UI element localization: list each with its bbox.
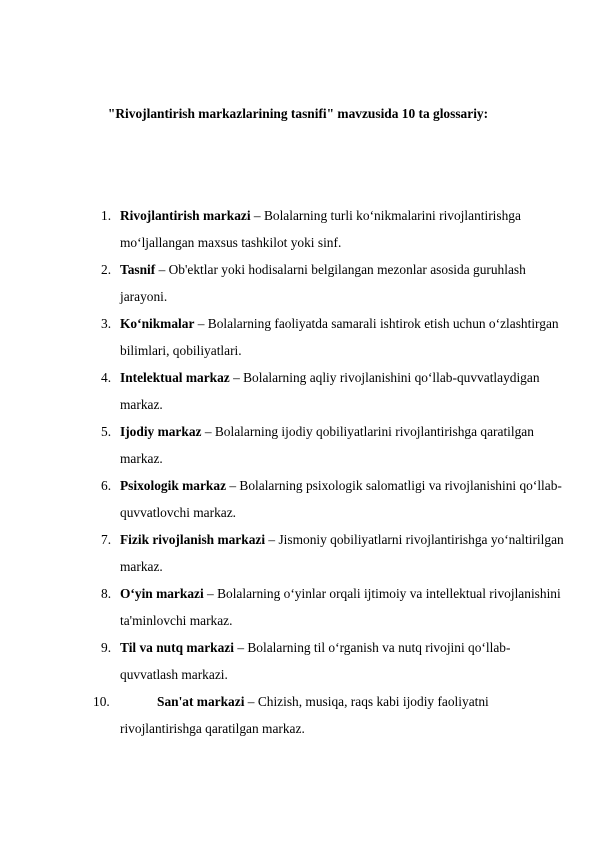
glossary-item [0, 364, 596, 418]
glossary-term: Fizik rivojlanish markazi [120, 532, 266, 547]
item-number: 7. [101, 532, 112, 547]
glossary-item [0, 634, 596, 688]
item-number: 5. [101, 424, 112, 439]
glossary-definition: – Bolalarning aqliy rivojlanishini qoʻllab-quvvatlaydigan markaz. [120, 370, 540, 412]
glossary-definition: – Jismoniy qobiliyatlarni rivojlantirishga yoʻnaltirilgan markaz. [120, 532, 564, 574]
item-number: 6. [101, 478, 112, 493]
item-number: 10. [93, 694, 110, 709]
glossary-item [0, 256, 596, 310]
glossary-item [0, 202, 596, 256]
glossary-term: Psixologik markaz [120, 478, 227, 493]
glossary-item [0, 580, 596, 634]
glossary-definition: – Ob'ektlar yoki hodisalarni belgilangan mezonlar asosida guruhlash jarayoni. [120, 262, 526, 304]
glossary-definition: – Bolalarning oʻyinlar orqali ijtimoiy va intellektual rivojlanishini ta'minlovchi markaz. [120, 586, 561, 628]
glossary-definition: – Bolalarning faoliyatda samarali ishtirok etish uchun oʻzlashtirgan bilimlari, qobiliyatlari. [120, 316, 559, 358]
item-number: 9. [101, 640, 112, 655]
glossary-definition: – Chizish, musiqa, raqs kabi ijodiy faoliyatni rivojlantirishga qaratilgan markaz. [120, 694, 489, 736]
glossary-term: Ijodiy markaz [120, 424, 202, 439]
glossary-term: Tasnif [120, 262, 156, 277]
glossary-term: Intelektual markaz [120, 370, 230, 385]
glossary-item [0, 310, 596, 364]
glossary-term: Oʻyin markazi [120, 586, 204, 601]
page-title: "Rivojlantirish markazlarining tasnifi" mavzusida 10 ta glossariy: [107, 106, 489, 121]
glossary-definition: – Bolalarning turli koʻnikmalarini rivojlantirishga moʻljallangan maxsus tashkilot yoki sinf. [120, 208, 521, 250]
item-number: 8. [101, 586, 112, 601]
item-number: 2. [101, 262, 112, 277]
glossary-item [0, 526, 596, 580]
glossary-list [0, 202, 596, 742]
glossary-term: Koʻnikmalar [120, 316, 195, 331]
glossary-term: Til va nutq markazi [120, 640, 234, 655]
glossary-definition: – Bolalarning til oʻrganish va nutq rivojini qoʻllab-quvvatlash markazi. [120, 640, 511, 682]
glossary-term: Rivojlantirish markazi [120, 208, 251, 223]
glossary-item [0, 472, 596, 526]
glossary-definition: – Bolalarning ijodiy qobiliyatlarini rivojlantirishga qaratilgan markaz. [120, 424, 534, 466]
glossary-term: San'at markazi [157, 694, 245, 709]
item-number: 4. [101, 370, 112, 385]
item-number: 1. [101, 208, 112, 223]
glossary-item [0, 418, 596, 472]
glossary-definition: – Bolalarning psixologik salomatligi va rivojlanishini qoʻllab-quvvatlovchi markaz. [120, 478, 562, 520]
glossary-item [0, 688, 596, 742]
item-number: 3. [101, 316, 112, 331]
